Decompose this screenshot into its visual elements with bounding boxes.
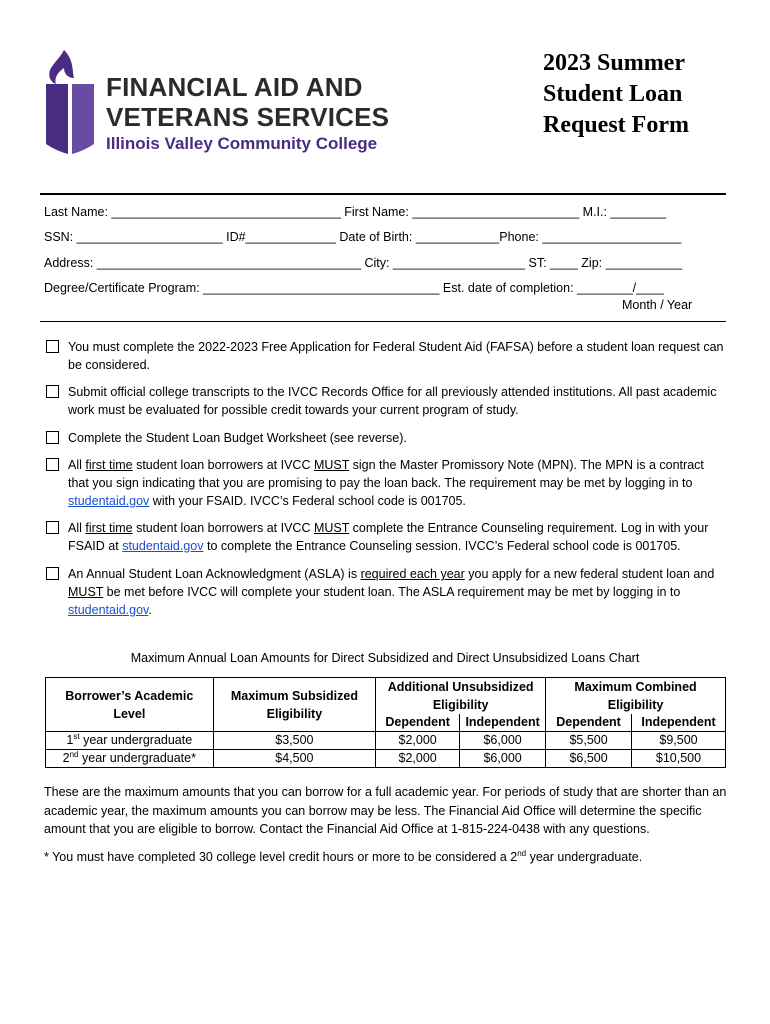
header-borrower-level: Borrower’s Academic Level xyxy=(46,678,214,732)
title-line-1: 2023 Summer xyxy=(543,50,685,76)
studentaid-link[interactable]: studentaid.gov xyxy=(68,494,150,508)
address-fields[interactable]: Address: ______________________________________ City: ___________________ ST: ____ Zip: ___________ xyxy=(44,256,683,270)
program-fields[interactable]: Degree/Certificate Program: __________________________________ Est. date of completion: ________/____ xyxy=(44,281,664,295)
studentaid-link[interactable]: studentaid.gov xyxy=(68,603,149,617)
logo-college-name: Illinois Valley Community College xyxy=(106,134,378,153)
credit-hours-note: * You must have completed 30 college level credit hours or more to be considered a 2nd year undergraduate. xyxy=(44,848,643,864)
checkbox[interactable] xyxy=(46,521,59,534)
checklist-item-fafsa: You must complete the 2022-2023 Free Application for Federal Student Aid (FAFSA) before a student loan request can be considered. xyxy=(46,338,726,374)
name-fields[interactable]: Last Name: _________________________________ First Name: ________________________ M.I.: ________ xyxy=(44,205,667,219)
header-max-subsidized: Maximum Subsidized Eligibility xyxy=(213,678,376,732)
checkbox[interactable] xyxy=(46,340,59,353)
header-max-combined: Maximum Combined Eligibility xyxy=(546,678,726,715)
checkbox[interactable] xyxy=(46,567,59,580)
checkbox[interactable] xyxy=(46,458,59,471)
header-independent: Independent xyxy=(632,714,726,732)
max-amounts-paragraph: These are the maximum amounts that you can borrow for a full academic year. For periods of study that are shorter than an academic year, the maximum amounts you can borrow may be less. The Financial Aid Office will determine the specific amount that you are eligible to borrow. Contact the Financial Aid Office at 1-815-224-0438 with any questions. xyxy=(44,785,727,836)
checklist-item-transcripts: Submit official college transcripts to the IVCC Records Office for all previously attended institutions. All past academic work must be evaluated for possible credit towards your current program of study. xyxy=(46,383,726,419)
month-year-label: Month / Year xyxy=(622,298,693,312)
checklist-item-asla: An Annual Student Loan Acknowledgment (ASLA) is required each year you apply for a new federal student loan and MUST be met before IVCC will complete your student loan. The ASLA requirement may be met by logging in to studentaid.gov. xyxy=(46,565,726,619)
header-dependent: Dependent xyxy=(376,714,460,732)
header-independent: Independent xyxy=(460,714,546,732)
checklist-item-budget: Complete the Student Loan Budget Worksheet (see reverse). xyxy=(46,429,726,447)
title-line-3: Request Form xyxy=(543,112,689,138)
loan-amounts-table xyxy=(45,677,726,768)
title-line-2: Student Loan xyxy=(543,81,683,107)
header-additional-unsubsidized: Additional Unsubsidized Eligibility xyxy=(376,678,546,715)
checkbox[interactable] xyxy=(46,385,59,398)
ivcc-logo xyxy=(44,48,390,158)
checklist-item-entrance-counseling: All first time student loan borrowers at IVCC MUST complete the Entrance Counseling requirement. Log in with your FSAID at studentaid.gov to complete the Entrance Counseling session. IVCC’s Federal school code is 001705. xyxy=(46,519,726,555)
logo-line-2: VETERANS SERVICES xyxy=(106,102,390,132)
table-row: 1st year undergraduate $3,500 $2,000 $6,000 $5,500 $9,500 xyxy=(46,732,726,750)
studentaid-link[interactable]: studentaid.gov xyxy=(122,539,204,553)
loan-chart-title: Maximum Annual Loan Amounts for Direct Subsidized and Direct Unsubsidized Loans Chart xyxy=(130,651,640,665)
top-divider xyxy=(40,193,726,195)
bottom-divider xyxy=(40,321,726,322)
form-title xyxy=(543,48,743,141)
flame-logo-icon xyxy=(44,48,102,156)
logo-line-1: FINANCIAL AID AND xyxy=(106,72,363,102)
checkbox[interactable] xyxy=(46,431,59,444)
checklist-item-mpn: All first time student loan borrowers at IVCC MUST sign the Master Promissory Note (MPN). The MPN is a contract that you sign indicating that you are promising to pay the loan back. The requirement may be met by logging in to studentaid.gov with your FSAID. IVCC’s Federal school code is 001705. xyxy=(46,456,726,510)
header-dependent: Dependent xyxy=(546,714,632,732)
id-fields[interactable]: SSN: _____________________ ID#_____________ Date of Birth: ____________Phone: ____________________ xyxy=(44,230,682,244)
table-row: 2nd year undergraduate* $4,500 $2,000 $6,000 $6,500 $10,500 xyxy=(46,750,726,768)
